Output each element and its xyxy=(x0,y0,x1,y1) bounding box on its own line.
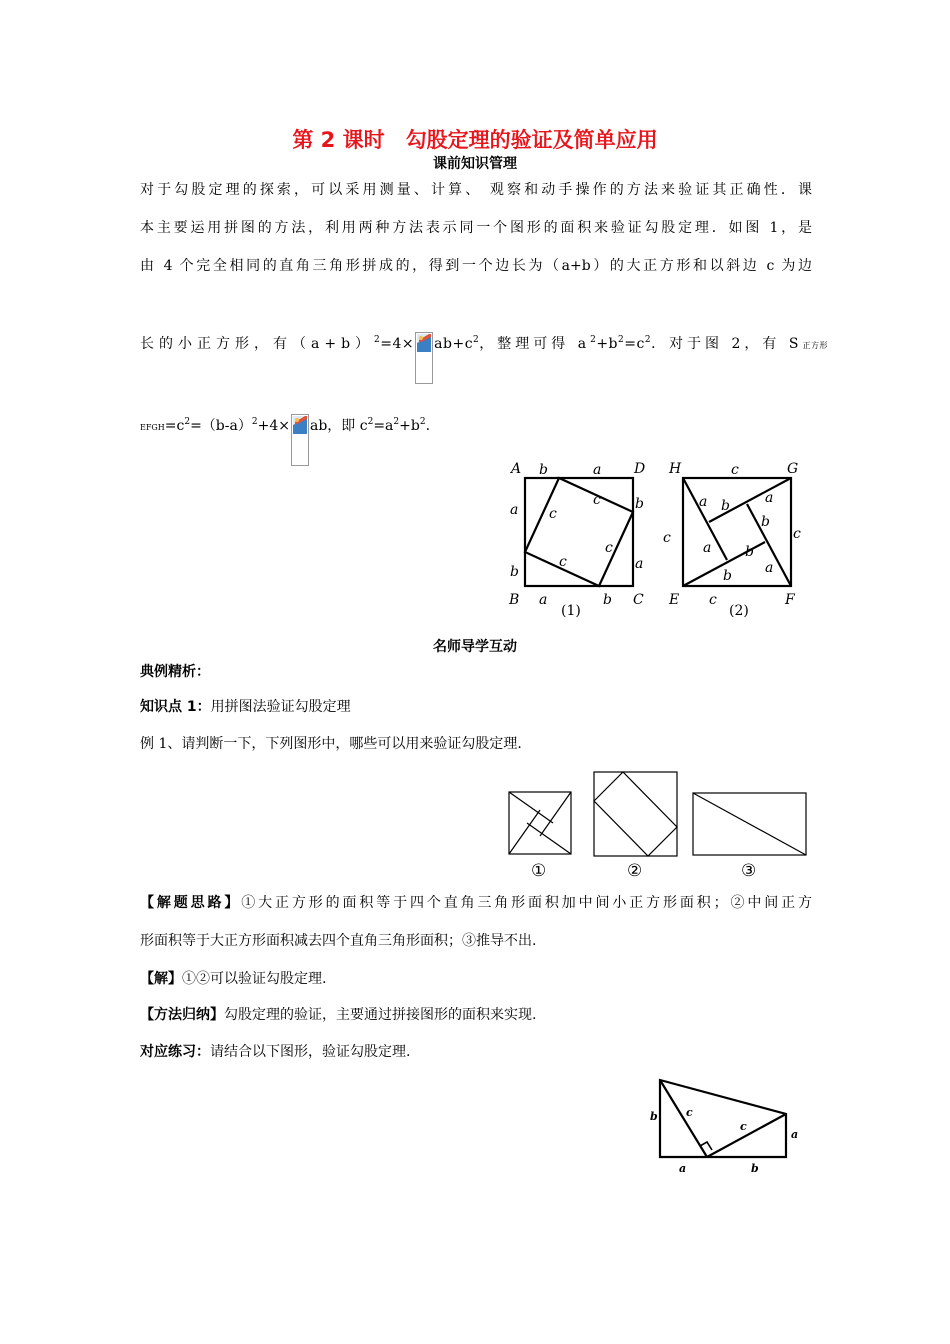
fig1-side: b xyxy=(603,592,612,608)
shape1-line xyxy=(527,823,571,854)
idea-line-1: 【解题思路】①大正方形的面积等于四个直角三角形面积加中间小正方形面积；②中间正方 xyxy=(140,895,813,911)
fig2-label-G: G xyxy=(787,461,799,477)
fig2-side: a xyxy=(765,490,774,506)
intro-line-3: 由 4 个完全相同的直角三角形拼成的，得到一个边长为（a+b）的大正方形和以斜边 c 为边 xyxy=(140,258,812,274)
fig2-side: c xyxy=(731,462,739,478)
fig2-label-E: E xyxy=(669,592,680,608)
fig2-side: a xyxy=(765,560,774,576)
fig1-label-D: D xyxy=(634,461,646,477)
trap-label: b xyxy=(751,1162,759,1175)
trapezoid-figure xyxy=(645,1072,805,1182)
practice: 对应练习：请结合以下图形，验证勾股定理. xyxy=(140,1044,411,1060)
shape2-label: ② xyxy=(627,861,643,880)
section-heading-interaction: 名师导学互动 xyxy=(433,639,517,655)
shape3-diagonal xyxy=(693,793,806,855)
fig2-side: c xyxy=(793,526,801,542)
idea-line-2: 形面积等于大正方形面积减去四个直角三角形面积；③推导不出. xyxy=(140,933,537,949)
pythagoras-figures-1-2 xyxy=(505,458,815,620)
fig1-side: b xyxy=(635,496,644,512)
fraction-image-placeholder-2 xyxy=(291,414,309,466)
fig2-side: b xyxy=(745,544,754,560)
typical-heading: 典例精析： xyxy=(140,664,210,680)
fig2-side: b xyxy=(721,498,730,514)
fig1-side: c xyxy=(605,540,613,556)
intro-line-2: 本主要运用拼图的方法，利用两种方法表示同一个图形的面积来验证勾股定理．如图 1，是 xyxy=(140,220,812,236)
fig2-caption: (2) xyxy=(729,603,749,619)
fig2-side: b xyxy=(761,514,770,530)
fraction-image-placeholder xyxy=(415,332,433,384)
trap-label: c xyxy=(740,1120,747,1133)
fig1-side: b xyxy=(510,564,519,580)
fig1-label-A: A xyxy=(511,461,522,477)
fig1-caption: (1) xyxy=(561,603,581,619)
answer: 【解】①②可以验证勾股定理. xyxy=(140,971,327,987)
fig1-label-C: C xyxy=(633,592,644,608)
trap-label: b xyxy=(650,1110,658,1123)
fig1-side: a xyxy=(593,462,602,478)
fig2-side: a xyxy=(699,494,708,510)
fig1-side: a xyxy=(510,502,519,518)
shape1-square xyxy=(509,792,571,854)
shape2-inner xyxy=(594,772,677,856)
method-summary: 【方法归纳】勾股定理的验证，主要通过拼接图形的面积来实现. xyxy=(140,1007,537,1023)
page-title: 第 2 课时 勾股定理的验证及简单应用 xyxy=(292,128,658,152)
intro-line-1: 对于勾股定理的探索，可以采用测量、计算、 观察和动手操作的方法来验证其正确性．课 xyxy=(140,182,812,198)
fig1-side: a xyxy=(539,592,548,608)
shape1-line xyxy=(540,792,571,836)
fig2-label-F: F xyxy=(785,592,795,608)
shape3-label: ③ xyxy=(741,861,757,880)
shape1-line xyxy=(509,810,540,854)
trap-label: c xyxy=(686,1106,693,1119)
trap-label: a xyxy=(791,1128,799,1141)
fig1-outer-square xyxy=(525,478,633,586)
shape1-line xyxy=(509,792,553,823)
fig2-side: a xyxy=(703,540,712,556)
knowledge-point: 知识点 1：用拼图法验证勾股定理 xyxy=(140,699,351,715)
example-1: 例 1、请判断一下，下列图形中，哪些可以用来验证勾股定理. xyxy=(140,736,522,752)
fig1-inner-square xyxy=(525,478,633,586)
shape1-label: ① xyxy=(531,861,547,880)
formula-line-1: 长的小正方形，有$(a+b)^2=4\times$ $ab+c^2$，整理可得 $a^2+b^2=c^2$．对于图 2，有 S正方形 xyxy=(140,330,812,384)
section-heading-pre-class: 课前知识管理 xyxy=(433,156,517,172)
fig2-label-H: H xyxy=(669,461,682,477)
trapezoid-outline xyxy=(660,1080,786,1157)
example-shapes xyxy=(505,768,815,880)
fig2-side: b xyxy=(723,568,732,584)
broken-image-icon xyxy=(293,416,307,434)
fig1-side: c xyxy=(549,506,557,522)
fig1-side: c xyxy=(593,492,601,508)
trap-label: a xyxy=(679,1162,687,1175)
fig1-side: b xyxy=(539,462,548,478)
broken-image-icon xyxy=(417,334,431,352)
fig1-side: a xyxy=(635,556,644,572)
fig1-label-B: B xyxy=(509,592,520,608)
fig1-side: c xyxy=(559,554,567,570)
formula-line-2: $EFGH=c^2=(b-a)^2+4\times$ ab，即 $c^2=a^2+b^2$. xyxy=(140,412,812,466)
fig2-side: c xyxy=(709,592,717,608)
fig2-side: c xyxy=(663,530,671,546)
